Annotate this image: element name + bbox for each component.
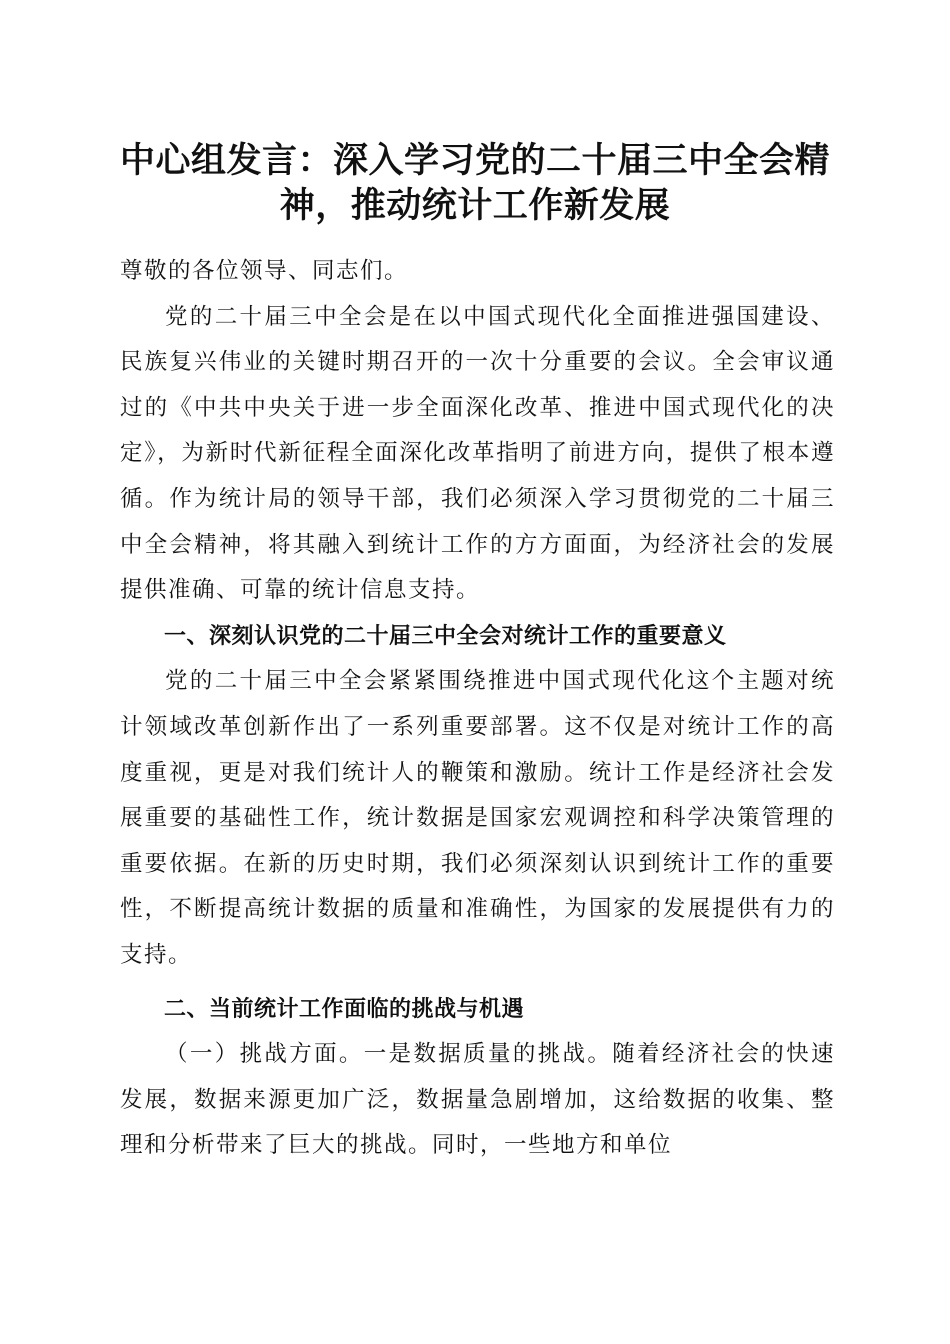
document-body bbox=[120, 249, 835, 1169]
salutation: 尊敬的各位领导、同志们。 bbox=[120, 258, 409, 284]
title-line-2: 神，推动统计工作新发展 bbox=[279, 185, 671, 226]
subsection-text: 一是数据质量的挑战。随着经济社会的快速发展，数据来源更加广泛，数据量急剧增加，这给数据的收集、整理和分析带来了巨大的挑战。同时，一些地方和单位 bbox=[120, 1041, 835, 1159]
section-2-paragraph bbox=[120, 1032, 835, 1169]
section-heading-1: 一、深刻认识党的二十届三中全会对统计工作的重要意义 bbox=[164, 623, 727, 649]
document-title bbox=[110, 138, 840, 228]
section-1-paragraph: 党的二十届三中全会紧紧围绕推进中国式现代化这个主题对统计领域改革创新作出了一系列重要部署。这不仅是对统计工作的高度重视，更是对我们统计人的鞭策和激励。统计工作是经济社会发展重要的基础性工作，统计数据是国家宏观调控和科学决策管理的重要依据。在新的历史时期，我们必须深刻认识到统计工作的重要性，不断提高统计数据的质量和准确性，为国家的发展提供有力的支持。 bbox=[120, 668, 835, 968]
intro-paragraph: 党的二十届三中全会是在以中国式现代化全面推进强国建设、民族复兴伟业的关键时期召开的一次十分重要的会议。全会审议通过的《中共中央关于进一步全面深化改革、推进中国式现代化的决定》，为新时代新征程全面深化改革指明了前进方向，提供了根本遵循。作为统计局的领导干部，我们必须深入学习贯彻党的二十届三中全会精神，将其融入到统计工作的方方面面，为经济社会的发展提供准确、可靠的统计信息支持。 bbox=[120, 303, 835, 604]
subsection-label: （一）挑战方面。 bbox=[165, 1041, 364, 1068]
section-heading-2: 二、当前统计工作面临的挑战与机遇 bbox=[164, 996, 525, 1022]
title-line-1: 中心组发言：深入学习党的二十届三中全会精 bbox=[119, 140, 830, 181]
